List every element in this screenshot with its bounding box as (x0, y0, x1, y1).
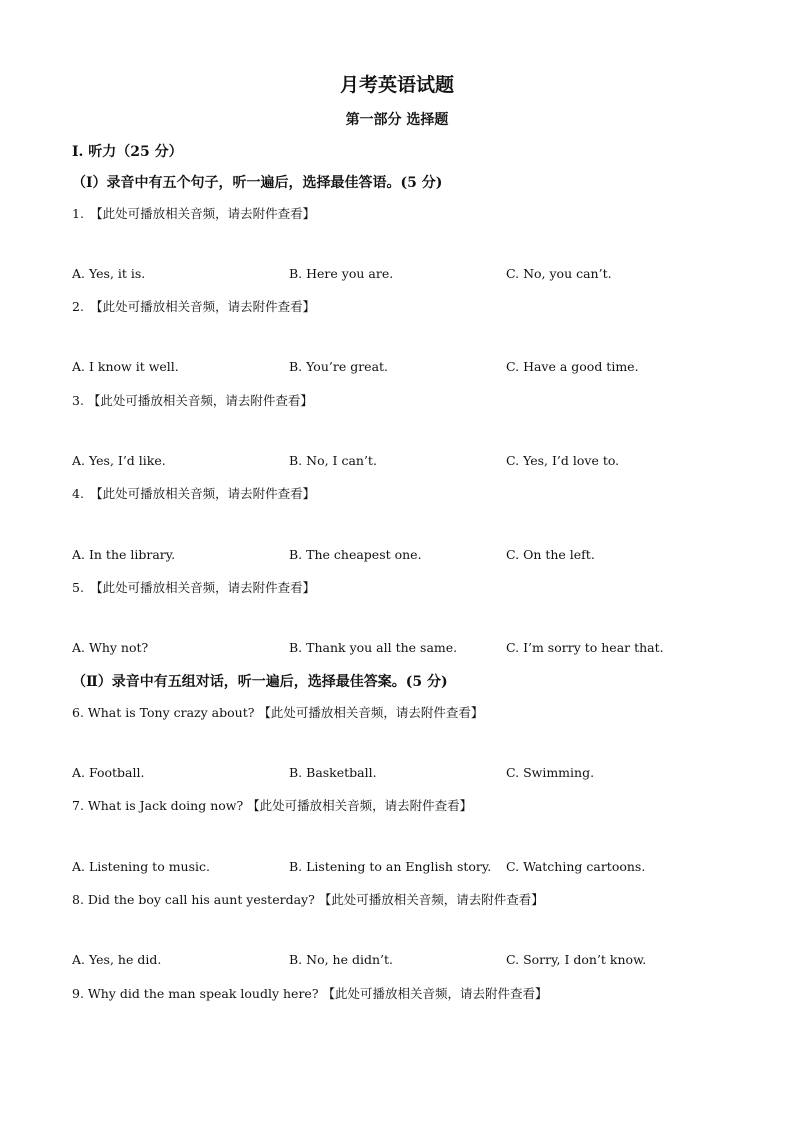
option-c: C. On the left. (506, 547, 595, 562)
question-6: 6. What is Tony crazy about? 【此处可播放相关音频，请去附件查看】 (72, 705, 484, 720)
page-title: 月考英语试题 (339, 74, 454, 96)
part-heading-2: （Ⅱ）录音中有五组对话，听一遍后，选择最佳答案。(5 分) (72, 674, 448, 690)
option-c: C. Watching cartoons. (506, 859, 646, 874)
option-c: C. I’m sorry to hear that. (506, 640, 664, 655)
option-b: B. Here you are. (289, 266, 394, 281)
question-9: 9. Why did the man speak loudly here? 【此处可播放相关音频，请去附件查看】 (72, 986, 548, 1001)
question-7: 7. What is Jack doing now? 【此处可播放相关音频，请去附件查看】 (72, 798, 473, 813)
question-5: 5. 【此处可播放相关音频，请去附件查看】 (72, 580, 316, 595)
option-b: B. Basketball. (289, 765, 377, 780)
question-2: 2. 【此处可播放相关音频，请去附件查看】 (72, 299, 316, 314)
option-a: A. Yes, he did. (72, 952, 162, 967)
option-a: A. I know it well. (72, 359, 179, 374)
option-c: C. No, you can’t. (506, 266, 612, 281)
option-a: A. In the library. (72, 547, 176, 562)
part-heading-1: （Ⅰ）录音中有五个句子，听一遍后，选择最佳答语。(5 分) (72, 175, 443, 191)
option-c: C. Have a good time. (506, 359, 639, 374)
option-a: A. Listening to music. (72, 859, 210, 874)
option-a: A. Yes, it is. (72, 266, 146, 281)
question-1: 1. 【此处可播放相关音频，请去附件查看】 (72, 206, 316, 221)
question-4: 4. 【此处可播放相关音频，请去附件查看】 (72, 486, 316, 501)
question-3: 3. 【此处可播放相关音频，请去附件查看】 (72, 393, 313, 408)
option-c: C. Sorry, I don’t know. (506, 952, 647, 967)
option-b: B. No, I can’t. (289, 453, 377, 468)
option-c: C. Yes, I’d love to. (506, 453, 620, 468)
part-subtitle: 第一部分 选择题 (345, 112, 449, 128)
option-a: A. Football. (72, 765, 145, 780)
option-a: A. Yes, I’d like. (72, 453, 166, 468)
option-a: A. Why not? (72, 640, 149, 655)
option-b: B. Listening to an English story. (289, 859, 492, 874)
option-b: B. No, he didn’t. (289, 952, 393, 967)
section-heading-listening: Ⅰ. 听力（25 分） (72, 144, 183, 160)
option-b: B. You’re great. (289, 359, 389, 374)
option-b: B. The cheapest one. (289, 547, 422, 562)
option-c: C. Swimming. (506, 765, 595, 780)
question-8: 8. Did the boy call his aunt yesterday? 【此处可播放相关音频，请去附件查看】 (72, 892, 544, 907)
option-b: B. Thank you all the same. (289, 640, 458, 655)
